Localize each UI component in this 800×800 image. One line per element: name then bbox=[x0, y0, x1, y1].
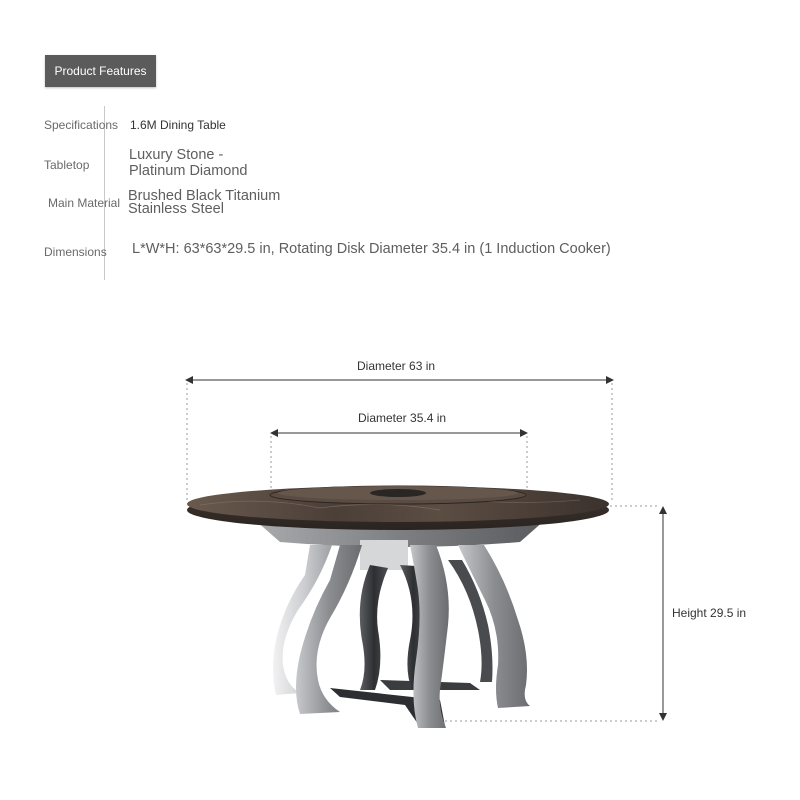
spec-label-tabletop: Tabletop bbox=[44, 158, 90, 172]
spec-value-main-material-line2: Stainless Steel bbox=[128, 201, 224, 217]
spec-value-dimensions: L*W*H: 63*63*29.5 in, Rotating Disk Diameter 35.4 in (1 Induction Cooker) bbox=[132, 241, 611, 257]
spec-label-dimensions: Dimensions bbox=[44, 245, 107, 259]
outer-diameter-dimension bbox=[186, 380, 613, 500]
spec-value-tabletop-line1: Luxury Stone - bbox=[129, 147, 224, 163]
spec-label-main-material: Main Material bbox=[48, 196, 121, 210]
induction-cooker bbox=[370, 489, 426, 497]
spec-label-specifications: Specifications bbox=[44, 118, 119, 132]
height-label: Height 29.5 in bbox=[672, 606, 747, 620]
disk-diameter-dimension bbox=[271, 433, 527, 490]
spec-value-tabletop-line2: Platinum Diamond bbox=[129, 163, 248, 179]
back-leg-left bbox=[360, 565, 388, 690]
outer-diameter-label: Diameter 63 in bbox=[357, 359, 436, 373]
spec-value-specifications: 1.6M Dining Table bbox=[130, 118, 226, 132]
spec-value-main-material-line1: Brushed Black Titanium bbox=[128, 188, 281, 204]
product-features-badge: Product Features bbox=[45, 55, 156, 87]
disk-diameter-label: Diameter 35.4 in bbox=[358, 411, 447, 425]
